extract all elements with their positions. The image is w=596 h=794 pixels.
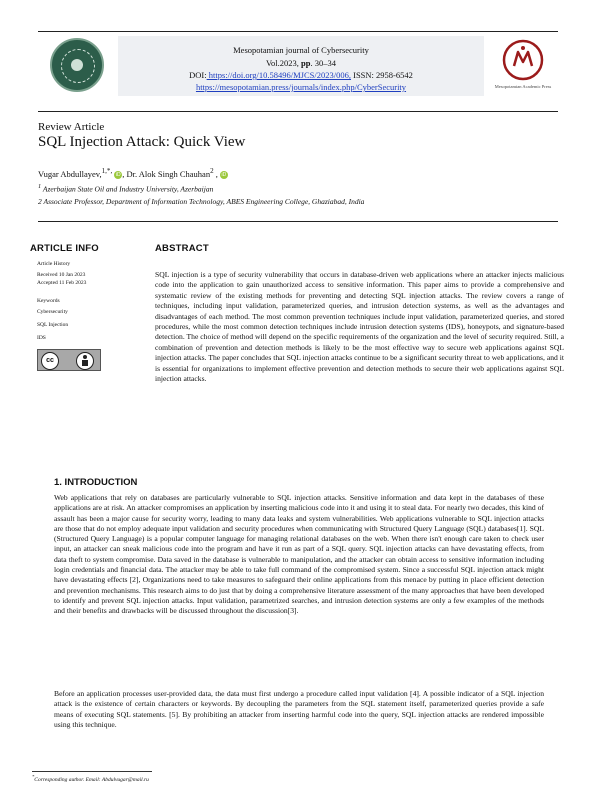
corresponding-author-footnote: *Corresponding author. Email: Abdulvugar@mail.ru xyxy=(32,774,149,783)
keyword: Cybersecurity xyxy=(37,309,68,315)
affiliation-1-number: 1 xyxy=(38,183,42,190)
introduction-paragraph-2: Before an application processes user-provided data, the data must first undergo a procedure called input validation [4]. A possible indicator of a SQL injection attack is the existence of certain characters or keywords. By decoupling the parameters from the SQL statement itself, parameterized queries provide a safe means of executing SQL statements. [5]. By prohibiting an attacker from inserting harmful code into the query, SQL injection attacks are rendered impossible using this technique. xyxy=(54,689,544,729)
affiliation-2: 2 Associate Professor, Department of Information Technology, ABES Engineering College, Ghaziabad, India xyxy=(38,197,365,206)
article-info-heading: ARTICLE INFO xyxy=(30,243,99,254)
volume-label: Vol.2023, xyxy=(266,58,299,68)
author-line: Vugar Abdullayev,$^{1,*,}$ iD , Dr. Alok Singh Chauhan$^2$ , iD xyxy=(38,167,227,179)
header-bottom-rule xyxy=(38,111,558,112)
footnote-rule xyxy=(32,771,152,772)
orcid-icon[interactable]: iD xyxy=(115,171,121,178)
keywords-label: Keywords xyxy=(37,298,60,304)
pp-label: pp xyxy=(301,58,311,68)
accepted-date: Accepted 11 Feb 2023 xyxy=(37,280,87,286)
page-range: . 30–34 xyxy=(310,58,336,68)
publisher-logo-icon xyxy=(500,38,546,82)
journal-volume xyxy=(118,57,484,69)
article-history-label: Article History xyxy=(37,261,71,267)
author-1-affiliation: 1,*, xyxy=(101,167,113,175)
doi-line xyxy=(118,69,484,81)
seal-center-icon xyxy=(71,59,83,71)
abstract-text: SQL injection is a type of security vulnerability that occurs in database-driven web applications where an attacker injects malicious code into the application to gain unauthorized access to sensitive information. This paper aims to provide a comprehensive and systematic review of the existing methods for preventing and detecting SQL injection attacks. The review covers a range of techniques, including input validation, parameterized queries, and intrusion detection systems, as well as the advantages and disadvantages of each method. The most common prevention techniques include input validation, parameterized queries, and stored procedures, while the most common detection techniques include intrusion detection systems (IDS), honeypots, and signature-based detection. The choice of method will depend on the specific requirements of the organization and the level of security required. Still, a combination of prevention and detection methods is likely to be the most effective way to secure web applications against SQL injection attacks. The paper concludes that SQL injection attacks continue to be a significant security threat to web applications, and it is essential for organizations to implement effective prevention and detection methods to secure their web applications against SQL injection attacks. xyxy=(155,270,564,384)
cc-license-badge[interactable] xyxy=(37,349,101,371)
attribution-icon xyxy=(76,352,94,370)
university-seal-logo xyxy=(50,38,104,92)
keyword: IDS xyxy=(37,335,46,341)
section-rule xyxy=(38,221,558,222)
cc-icon: cc xyxy=(41,352,59,370)
doi-label: DOI: xyxy=(189,70,207,80)
journal-url-line xyxy=(118,81,484,93)
doi-link[interactable]: https://doi.org/10.58496/MJCS/2023/006, xyxy=(206,70,351,80)
abstract-heading: ABSTRACT xyxy=(155,243,209,254)
article-type: Review Article xyxy=(38,121,105,133)
header-top-rule xyxy=(38,31,558,32)
received-date: Received 10 Jan 2023 xyxy=(37,272,86,278)
introduction-paragraph-1: Web applications that rely on databases are particularly vulnerable to SQL injection attacks. Sensitive information and data kept in the databases of these applications are at risk. An attacker compromises an application by inserting malicious code into it and using it to steal data. For nearly two decades, this kind of assault has been a major cause for security worry, leading to many data leaks and system vulnerabilities. Web applications vulnerable to SQL injection attacks are those that do not employ adequate input validation and security procedures when communicating with Structured Query Language (SQL) databases[1]. SQL (Structured Query Language) is a popular computer language for managing relational databases on the web. When there isn't enough care taken to check user input, an attacker can sneak malicious code into the program and have it run as part of a SQL query. SQL injection attacks can have devastating effects, from data theft to system compromise. Data saved in the database is vulnerable to manipulation, and the attacker can obtain access to sensitive information including login credentials and financial data. The attacker may be able to take full command of the compromised system. Since a successful SQL injection attack might have devastating effects [2], Organizations need to take measures to safeguard their online applications from this menace by putting in place efficient detection and prevention mechanisms. This research aims to do just that by doing a comprehensive literature assessment of the many approaches that have been developed to identify and prevent SQL injection attacks. Input validation, parametrized searches, and intrusion detection systems are only a few examples of the methods and their benefits and drawbacks will be discussed throughout the discussion[3]. xyxy=(54,493,544,616)
author-1: Vugar Abdullayev, xyxy=(38,168,102,179)
article-title: SQL Injection Attack: Quick View xyxy=(38,134,246,150)
author-2: , Dr. Alok Singh Chauhan xyxy=(122,168,211,179)
introduction-heading: 1. INTRODUCTION xyxy=(54,477,138,488)
journal-name: Mesopotamian journal of Cybersecurity xyxy=(233,45,369,55)
keyword: SQL Injection xyxy=(37,322,69,328)
issn: ISSN: 2958-6542 xyxy=(350,70,413,80)
orcid-icon[interactable]: iD xyxy=(221,171,227,178)
publisher-logo-caption: Mesopotamian Academic Press xyxy=(494,84,552,89)
journal-url-link[interactable]: https://mesopotamian.press/journals/index.php/CyberSecurity xyxy=(195,82,407,92)
affiliation-1: $^1$ Azerbaijan State Oil and Industry University, Azerbaijan xyxy=(38,183,214,194)
author-2-affiliation: 2 xyxy=(210,167,214,175)
